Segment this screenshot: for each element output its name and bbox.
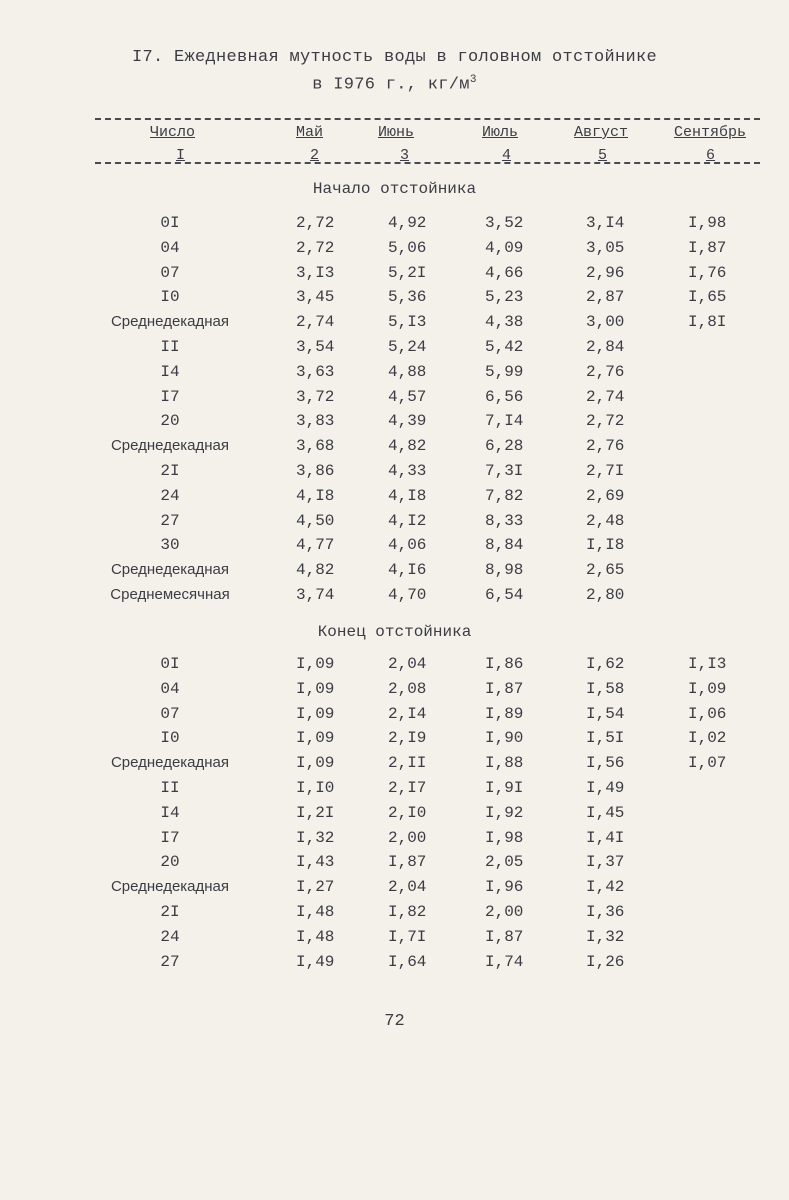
row-label: 24 — [160, 927, 180, 946]
row-label: 20 — [160, 412, 180, 431]
cell-september: I,07 — [688, 754, 727, 773]
cell-may: 3,45 — [296, 288, 335, 307]
column-number-2: 2 — [310, 147, 320, 164]
cell-july: I,86 — [485, 655, 524, 673]
cell-june: 5,36 — [388, 288, 427, 307]
table-row — [0, 288, 789, 313]
cell-august: I,5I — [586, 729, 625, 748]
table-row — [0, 903, 789, 928]
cell-june: I,7I — [388, 927, 427, 946]
table-row — [0, 878, 789, 903]
row-label: 07 — [160, 263, 180, 282]
cell-june: 5,24 — [388, 338, 427, 356]
row-label: 27 — [160, 511, 180, 530]
cell-august: I,32 — [586, 927, 625, 946]
cell-september: I,8I — [688, 313, 727, 332]
cell-july: I,92 — [485, 803, 524, 822]
table-row — [0, 462, 789, 487]
header-bottom-rule — [95, 162, 760, 164]
cell-may: 3,83 — [296, 412, 335, 431]
table-row — [0, 363, 789, 388]
cell-may: I,09 — [296, 679, 335, 698]
row-label: 24 — [160, 486, 180, 505]
cell-july: 7,3I — [485, 462, 524, 480]
cell-may: 2,72 — [296, 214, 335, 232]
table-title: I7. Ежедневная мутность воды в головном отстойнике — [131, 48, 658, 67]
unit-exponent: 3 — [469, 74, 477, 86]
cell-june: 2,08 — [388, 679, 427, 698]
cell-may: 3,63 — [296, 362, 335, 381]
cell-august: I,I8 — [586, 536, 625, 555]
cell-may: I,27 — [296, 878, 335, 897]
cell-september: I,98 — [688, 214, 727, 232]
cell-may: I,09 — [296, 729, 335, 748]
table-row — [0, 313, 789, 338]
cell-august: I,26 — [586, 952, 625, 971]
section-title-end: Конец отстойника — [317, 623, 472, 641]
cell-september: I,06 — [688, 704, 727, 723]
cell-june: 2,I4 — [388, 704, 427, 723]
cell-june: 4,I2 — [388, 511, 427, 530]
cell-june: 4,92 — [388, 214, 427, 232]
cell-may: I,09 — [296, 704, 335, 723]
cell-june: 4,I6 — [388, 561, 427, 580]
cell-august: I,62 — [586, 655, 625, 673]
table-row — [0, 388, 789, 413]
cell-may: I,48 — [296, 903, 335, 921]
column-number-3: 3 — [400, 147, 410, 164]
cell-july: 8,84 — [485, 536, 524, 555]
cell-july: I,87 — [485, 927, 524, 946]
cell-august: 2,48 — [586, 511, 625, 530]
cell-july: 7,I4 — [485, 412, 524, 431]
table-row — [0, 655, 789, 680]
table-row — [0, 953, 789, 978]
table-subtitle — [0, 74, 789, 95]
cell-july: I,90 — [485, 729, 524, 748]
row-label: I4 — [160, 362, 180, 381]
row-label: 2I — [160, 903, 180, 921]
table-row — [0, 804, 789, 829]
row-label: I0 — [160, 288, 180, 307]
subtitle-text: в I976 г., кг/м — [312, 75, 470, 95]
table-row — [0, 536, 789, 561]
cell-august: 2,87 — [586, 288, 625, 307]
row-label: 0I — [160, 655, 180, 673]
cell-may: I,48 — [296, 927, 335, 946]
cell-august: I,37 — [586, 853, 625, 872]
cell-july: 8,98 — [485, 561, 524, 580]
cell-june: 2,00 — [388, 828, 427, 847]
cell-june: 4,33 — [388, 462, 427, 480]
row-label: Среднедекадная — [110, 561, 230, 579]
cell-june: 4,06 — [388, 536, 427, 555]
row-label: Среднедекадная — [110, 754, 230, 772]
table-row — [0, 680, 789, 705]
cell-august: I,56 — [586, 754, 625, 773]
table-row — [0, 512, 789, 537]
cell-july: I,98 — [485, 828, 524, 847]
cell-july: 5,99 — [485, 362, 524, 381]
cell-june: 4,82 — [388, 437, 427, 456]
cell-may: 3,72 — [296, 387, 335, 406]
cell-july: I,89 — [485, 704, 524, 723]
table-row — [0, 437, 789, 462]
cell-june: 5,2I — [388, 263, 427, 282]
cell-august: 3,05 — [586, 238, 625, 257]
cell-june: 2,04 — [388, 878, 427, 897]
cell-july: 2,05 — [485, 853, 524, 872]
table-row — [0, 586, 789, 611]
column-header-august: Август — [574, 124, 629, 141]
table-row — [0, 729, 789, 754]
cell-june: 5,06 — [388, 238, 427, 257]
cell-may: 3,68 — [296, 437, 335, 456]
cell-august: I,4I — [586, 828, 625, 847]
row-label: Среднедекадная — [110, 878, 230, 896]
cell-june: 4,39 — [388, 412, 427, 431]
cell-june: 2,I7 — [388, 779, 427, 797]
row-label: I4 — [160, 803, 180, 822]
cell-september: I,I3 — [688, 655, 727, 673]
table-row — [0, 853, 789, 878]
row-label: I0 — [160, 729, 180, 748]
cell-may: 3,86 — [296, 462, 335, 480]
cell-august: I,42 — [586, 878, 625, 897]
cell-july: 4,09 — [485, 238, 524, 257]
cell-august: 2,74 — [586, 387, 625, 406]
table-row — [0, 239, 789, 264]
row-label: II — [160, 338, 180, 356]
cell-august: 2,72 — [586, 412, 625, 431]
row-label: I7 — [160, 828, 180, 847]
cell-june: 5,I3 — [388, 313, 427, 332]
table-row — [0, 779, 789, 804]
table-row — [0, 264, 789, 289]
cell-may: I,43 — [296, 853, 335, 872]
cell-august: 2,80 — [586, 586, 625, 604]
cell-may: 4,I8 — [296, 486, 335, 505]
cell-june: 4,70 — [388, 586, 427, 604]
row-label: 04 — [160, 679, 180, 698]
cell-may: 2,72 — [296, 238, 335, 257]
cell-july: 4,66 — [485, 263, 524, 282]
cell-august: 2,7I — [586, 462, 625, 480]
page-number: 72 — [384, 1012, 405, 1031]
row-label: 0I — [160, 214, 180, 232]
cell-may: 4,50 — [296, 511, 335, 530]
row-label: 20 — [160, 853, 180, 872]
table-row — [0, 487, 789, 512]
cell-may: 3,74 — [296, 586, 335, 604]
cell-august: 2,65 — [586, 561, 625, 580]
column-number-6: 6 — [706, 147, 716, 164]
cell-may: 4,77 — [296, 536, 335, 555]
cell-july: 6,56 — [485, 387, 524, 406]
table-row — [0, 412, 789, 437]
row-label: Среднемесячная — [110, 586, 230, 603]
row-label: I7 — [160, 387, 180, 406]
row-label: 27 — [160, 952, 180, 971]
cell-september: I,76 — [688, 263, 727, 282]
row-label: 2I — [160, 462, 180, 480]
column-header-july: Июль — [482, 124, 519, 141]
row-label: Среднедекадная — [110, 437, 230, 455]
column-number-1: I — [176, 147, 186, 164]
cell-june: 4,I8 — [388, 486, 427, 505]
cell-may: I,49 — [296, 952, 335, 971]
cell-july: 7,82 — [485, 486, 524, 505]
cell-july: 4,38 — [485, 313, 524, 332]
table-row — [0, 338, 789, 363]
cell-may: I,2I — [296, 803, 335, 822]
cell-june: 2,I9 — [388, 729, 427, 748]
cell-august: 2,76 — [586, 362, 625, 381]
table-row — [0, 829, 789, 854]
row-label: II — [160, 779, 180, 797]
cell-july: I,96 — [485, 878, 524, 897]
cell-august: I,45 — [586, 803, 625, 822]
cell-august: 2,76 — [586, 437, 625, 456]
table-row — [0, 754, 789, 779]
column-header-september: Сентябрь — [674, 124, 747, 141]
cell-august: 2,96 — [586, 263, 625, 282]
row-label: 30 — [160, 536, 180, 555]
cell-may: 3,54 — [296, 338, 335, 356]
cell-july: 6,54 — [485, 586, 524, 604]
row-label: Среднедекадная — [110, 313, 230, 331]
cell-august: 3,I4 — [586, 214, 625, 232]
cell-june: 2,I0 — [388, 803, 427, 822]
cell-may: 2,74 — [296, 313, 335, 332]
cell-september: I,65 — [688, 288, 727, 307]
cell-august: 3,00 — [586, 313, 625, 332]
cell-august: I,49 — [586, 779, 625, 797]
cell-august: I,54 — [586, 704, 625, 723]
row-label: 07 — [160, 704, 180, 723]
column-header-day: Число — [150, 124, 196, 141]
cell-july: 6,28 — [485, 437, 524, 456]
cell-august: 2,69 — [586, 486, 625, 505]
section-title-start: Начало отстойника — [312, 180, 477, 198]
cell-may: I,I0 — [296, 779, 335, 797]
cell-september: I,02 — [688, 729, 727, 748]
cell-may: 3,I3 — [296, 263, 335, 282]
table-row — [0, 214, 789, 239]
cell-june: I,82 — [388, 903, 427, 921]
cell-june: 4,88 — [388, 362, 427, 381]
cell-july: 5,23 — [485, 288, 524, 307]
cell-july: 2,00 — [485, 903, 524, 921]
cell-july: I,74 — [485, 952, 524, 971]
cell-september: I,09 — [688, 679, 727, 698]
cell-june: 4,57 — [388, 387, 427, 406]
cell-august: I,36 — [586, 903, 625, 921]
table-row — [0, 705, 789, 730]
cell-july: I,87 — [485, 679, 524, 698]
cell-july: 3,52 — [485, 214, 524, 232]
column-number-5: 5 — [598, 147, 608, 164]
cell-may: I,32 — [296, 828, 335, 847]
row-label: 04 — [160, 238, 180, 257]
cell-august: 2,84 — [586, 338, 625, 356]
cell-may: 4,82 — [296, 561, 335, 580]
cell-july: 5,42 — [485, 338, 524, 356]
column-header-june: Июнь — [378, 124, 415, 141]
cell-june: I,87 — [388, 853, 427, 872]
cell-june: 2,04 — [388, 655, 427, 673]
column-header-may: Май — [296, 124, 324, 141]
cell-august: I,58 — [586, 679, 625, 698]
cell-may: I,09 — [296, 655, 335, 673]
column-number-4: 4 — [502, 147, 512, 164]
cell-september: I,87 — [688, 238, 727, 257]
header-top-rule — [95, 118, 760, 120]
cell-july: I,9I — [485, 779, 524, 797]
table-row — [0, 928, 789, 953]
cell-june: I,64 — [388, 952, 427, 971]
table-row — [0, 561, 789, 586]
cell-june: 2,II — [388, 754, 427, 773]
cell-july: 8,33 — [485, 511, 524, 530]
cell-may: I,09 — [296, 754, 335, 773]
cell-july: I,88 — [485, 754, 524, 773]
